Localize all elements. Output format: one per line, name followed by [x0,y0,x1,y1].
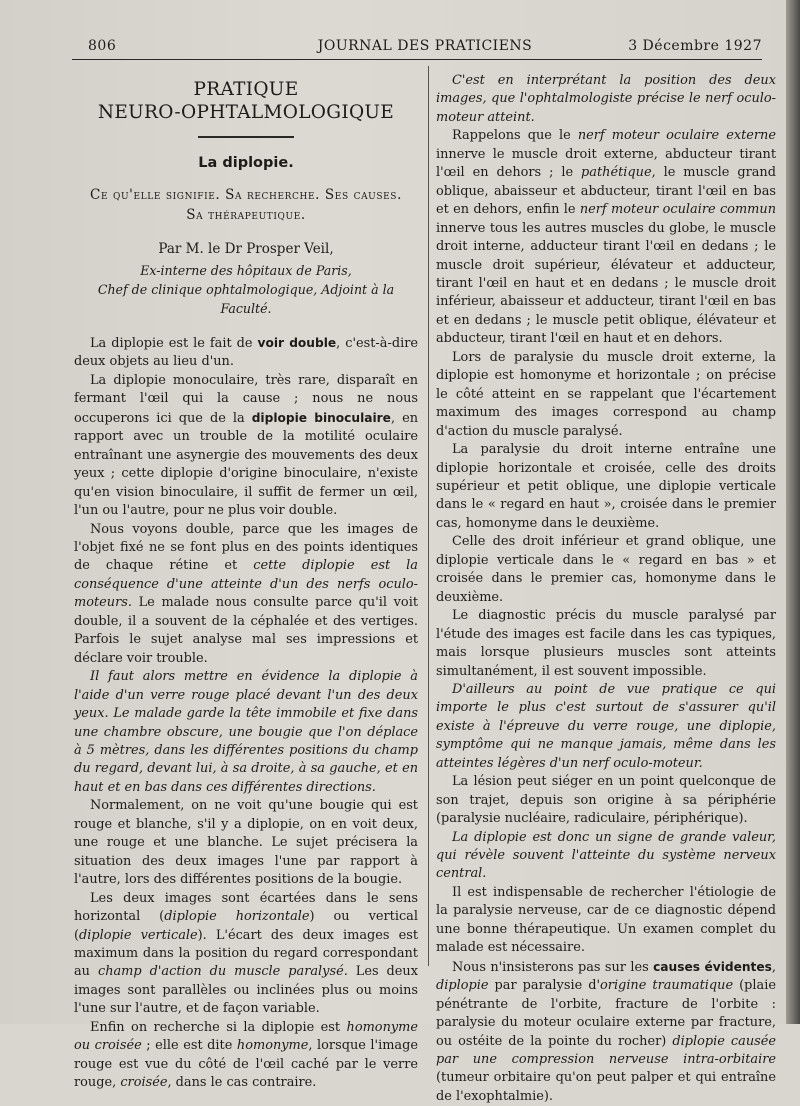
paragraph [74,334,418,372]
text-run: Les deux images sont parallèles ou inclinées plus ou moins l'une sur l'autre, et de façon variable. [74,964,418,1017]
header-rule [72,59,762,60]
paragraph [436,607,776,681]
text-run: innerve le muscle droit externe, abducteur tirant l'œil en dehors ; le [436,146,776,181]
text-run: La paralysie du droit interne entraîne une diplopie horizontale et croisée, celle des droits supérieur et petit oblique, une diplopie verticale dans le « regard en haut », croisée dans le premier cas, homonyme dans le deuxième. [436,442,776,531]
italic-run: nerf moteur oculaire commun [579,202,776,218]
italic-run: pathétique [581,165,652,181]
text-run: Lors de paralysie du muscle droit externe, la diplopie est homonyme et horizontale ; on précise le côté atteint en se rappelant que l'écartement maximum des images correspond au champ d'action du muscle paralysé. [436,349,776,439]
left-body-text [74,334,418,1093]
title-line-1: PRATIQUE [193,79,299,100]
paragraph [436,884,776,958]
running-header [88,38,762,58]
text-run: La diplopie est le fait de [90,336,258,351]
paragraph [74,668,418,797]
bold-run: voir double [257,336,337,350]
affiliation-line-1: Ex-interne des hôpitaux de Paris, [140,263,352,278]
author-byline: Par M. le Dr Prosper Veil, [158,241,334,257]
text-run: La lésion peut siéger en un point quelconque de son trajet, depuis son origine à sa périphérie (paralysie nucléaire, radiculaire, périphérique). [436,774,776,827]
italic-run: diplopie [436,978,489,994]
text-run: Les deux images sont écartées dans le sens horizontal ( [74,890,418,925]
text-run: , le muscle grand oblique, abaisseur et abducteur, tirant l'œil en bas et en dehors, enfin le [436,165,776,218]
text-run: ). L'écart des deux images est maximum dans la position du regard correspondant au [74,927,418,980]
italic-run: Il faut alors mettre en évidence la diplopie à l'aide d'un verre rouge placé devant l'un des deux yeux. Le malade garde la tête immobile et fixe dans une chambre obscure, une bougie que l'on déplace à 5 mètres, dans les différentes positions du champ du regard, devant lui, à sa droite, à sa gauche, et en haut et en bas dans ces différentes directions. [74,669,418,795]
paragraph [436,441,776,533]
subtitle-line-1: Ce qu'elle signifie. Sa recherche. Ses causes. [90,187,402,203]
text-run: Le malade nous consulte parce qu'il voit double, il a souvent de la céphalée et des vertiges. Parfois le sujet analyse mal ses impressions et déclare voir trouble. [74,595,418,666]
italic-run: D'ailleurs au point de vue pratique ce qui importe le plus c'est surtout de s'assurer qu'il existe à l'épreuve du verre rouge, une diplopie, symptôme qui ne manque jamais, même dans les atteintes légères d'un nerf oculo-moteur. [436,681,776,771]
text-run: , c'est-à-dire deux objets au lieu d'un. [74,336,418,370]
text-run: Le diagnostic précis du muscle paralysé par l'étude des images est facile dans les cas typiques, mais lorsque plusieurs muscles sont atteints simultanément, il est souvent impossible. [436,608,776,679]
text-run: (plaie pénétrante de l'orbite, fracture de l'orbite : paralysie du moteur oculaire externe par fracture, ou ostéite de la pointe du rocher) [436,978,776,1049]
left-column [74,78,418,1093]
italic-run: cette diplopie est la conséquence d'une atteinte d'un des nerfs oculo-moteurs. [74,558,418,611]
article-subtitle [74,185,418,225]
text-run: Nous voyons double, parce que les images de l'objet fixé ne se font plus en des points identiques de chaque rétine et [74,521,418,574]
subtitle-line-2: Sa thérapeutique. [186,207,306,223]
text-run: Nous n'insisterons pas sur les [452,959,654,975]
paragraph [74,890,418,1019]
page-number: 806 [88,38,117,54]
italic-run: champ d'action du muscle paralysé. [97,964,348,980]
paragraph [436,533,776,607]
italic-run: homonyme [236,1038,309,1054]
text-run: , en rapport avec un trouble de la motilité oculaire entraînant une asynergie des mouvements des deux yeux ; cette diplopie d'origine binoculaire, n'existe qu'en vision binoculaire, il suffit de fermer un œil, l'un ou l'autre, pour ne plus voir double. [74,410,418,519]
article-title [74,78,418,124]
paragraph [74,372,418,521]
italic-run: homonyme ou croisée [74,1019,418,1054]
paragraph [74,521,418,669]
text-run: Normalement, on ne voit qu'une bougie qui est rouge et blanche, s'il y a diplopie, on en voit deux, une rouge et une blanche. Le sujet précisera la situation des deux images l'une par rapport à l'autre, lors des différentes positions de la bougie. [74,798,418,888]
italic-run: C'est en interprétant la position des deux images, que l'ophtalmologiste précise le nerf oculo-moteur atteint. [436,73,776,125]
journal-title: JOURNAL DES PRATICIENS [317,38,533,54]
paragraph [436,127,776,348]
italic-run: croisée [120,1075,168,1091]
bold-run: diplopie binoculaire [251,410,391,425]
text-run: par paralysie d' [488,978,601,994]
page-edge-shadow [786,0,800,1024]
italic-run: diplopie causée par une compression nerveuse intra-orbitaire [436,1033,776,1068]
text-run: ; elle est dite [141,1038,237,1054]
affiliation-line-2: Chef de clinique ophtalmologique, Adjoint à la Faculté. [97,282,395,316]
italic-run: nerf moteur oculaire externe [577,128,776,144]
text-run: Enfin on recherche si la diplopie est [90,1019,347,1035]
text-run: , [771,959,776,975]
column-divider [428,66,429,966]
paragraph [436,829,776,884]
paragraph [436,773,776,828]
paragraph [436,349,776,441]
title-line-2: NEURO-OPHTALMOLOGIQUE [97,102,395,123]
paragraph [436,958,776,1106]
text-run: Celle des droit inférieur et grand oblique, une diplopie verticale dans le « regard en bas » et croisée dans le premier cas, homonyme dans le deuxième. [436,534,776,605]
text-run: La diplopie monoculaire, très rare, disparaît en fermant l'œil qui la cause ; nous ne nous occuperons ici que de la [74,372,418,426]
text-run: Il est indispensable de rechercher l'étiologie de la paralysie nerveuse, car de ce diagnostic dépend une bonne thérapeutique. Un examen complet du malade est nécessaire. [436,884,776,956]
bold-run: causes évidentes [653,959,772,974]
paragraph [74,1019,418,1093]
issue-date: 3 Décembre 1927 [628,38,762,54]
paragraph [436,681,776,773]
text-run: , lorsque l'image rouge est vue du côté de l'œil caché par le verre rouge, [74,1038,418,1091]
article-subject: La diplopie. [198,155,294,171]
italic-run: diplopie verticale [79,927,198,943]
paragraph [74,797,418,889]
right-column [436,72,776,1106]
text-run: innerve tous les autres muscles du globe, le muscle droit interne, adducteur tirant l'œil en dedans ; le muscle droit supérieur, élévateur et adducteur, tirant l'œil en haut et en dedans ; le muscle droit inférieur, abaisseur et adducteur, tirant l'œil en bas et en dedans ; le muscle petit oblique, élévateur et abducteur, tirant l'œil en haut et en dehors. [436,220,776,347]
title-rule [198,136,294,138]
text-run: Rappelons que le [452,128,578,144]
italic-run: diplopie horizontale [164,909,310,925]
text-run: , dans le cas contraire. [167,1075,317,1091]
italic-run: origine traumatique [600,978,734,994]
text-run: (tumeur orbitaire qu'on peut palper et qui entraîne de l'exophtalmie). [436,1070,776,1104]
italic-run: La diplopie est donc un signe de grande valeur, qui révèle souvent l'atteinte du système nerveux central. [436,829,776,882]
paragraph [436,72,776,127]
author-affiliation [74,261,418,318]
text-run: ) ou vertical ( [74,909,418,943]
